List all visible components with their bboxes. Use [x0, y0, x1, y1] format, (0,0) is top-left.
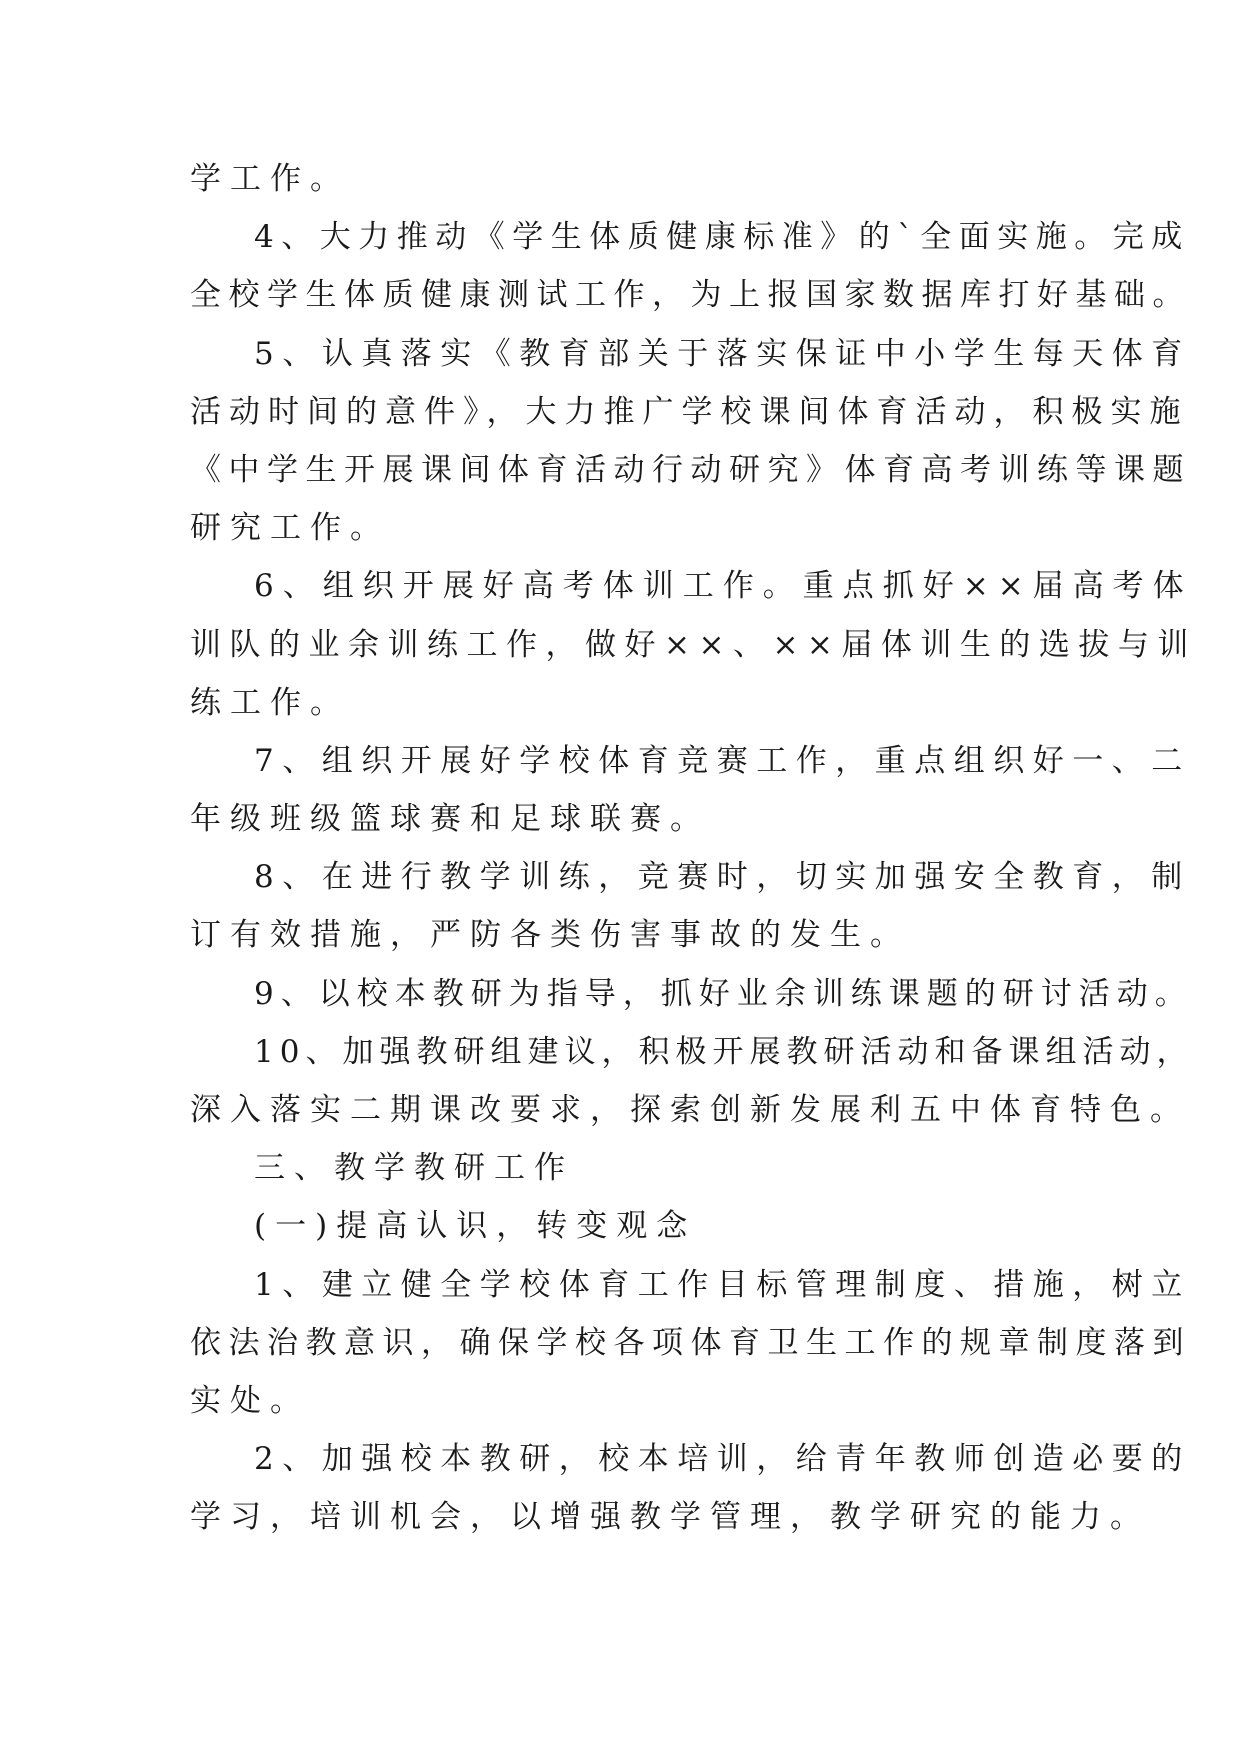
text-line: 年级班级篮球赛和足球联赛。	[190, 801, 710, 838]
subsection-heading: (一)提高认识，转变观念	[254, 1208, 697, 1245]
text-line: 《中学生开展课间体育活动行动研究》体育高考训练等课题	[190, 451, 1191, 488]
text-line: 7、组织开展好学校体育竞赛工作，重点组织好一、二	[254, 742, 1191, 779]
text-line: 9、以校本教研为指导，抓好业余训练课题的研讨活动。	[254, 975, 1193, 1012]
text-line: 2、加强校本教研，校本培训，给青年教师创造必要的	[254, 1441, 1191, 1478]
text-line: 6、组织开展好高考体训工作。重点抓好××届高考体	[254, 568, 1193, 605]
text-line: 订有效措施，严防各类伤害事故的发生。	[190, 917, 910, 954]
text-line: 全校学生体质健康测试工作，为上报国家数据库打好基础。	[190, 277, 1191, 314]
text-line: 10、加强教研组建议，积极开展教研活动和备课组活动，	[254, 1033, 1194, 1070]
text-line: 4、大力推动《学生体质健康标准》的`全面实施。完成	[254, 219, 1190, 256]
text-line: 学习，培训机会，以增强教学管理，教学研究的能力。	[190, 1499, 1150, 1536]
text-line: 1、建立健全学校体育工作目标管理制度、措施，树立	[254, 1266, 1191, 1303]
text-line: 活动时间的意件》，大力推广学校课间体育活动，积极实施	[190, 393, 1189, 430]
text-line: 深入落实二期课改要求，探索创新发展利五中体育特色。	[190, 1092, 1190, 1128]
text-line: 实处。	[190, 1382, 310, 1419]
section-heading: 三、教学教研工作	[254, 1150, 574, 1187]
text-line: 学工作。	[190, 161, 350, 197]
text-line: 研究工作。	[190, 510, 390, 547]
text-line: 8、在进行教学训练，竞赛时，切实加强安全教育，制	[254, 859, 1191, 896]
text-line: 练工作。	[190, 684, 350, 721]
text-line: 训队的业余训练工作，做好××、××届体训生的选拔与训	[190, 626, 1197, 663]
document-body	[190, 150, 1197, 1547]
text-line: 依法治教意识，确保学校各项体育卫生工作的规章制度落到	[190, 1324, 1191, 1361]
text-line: 5、认真落实《教育部关于落实保证中小学生每天体育	[254, 335, 1191, 372]
